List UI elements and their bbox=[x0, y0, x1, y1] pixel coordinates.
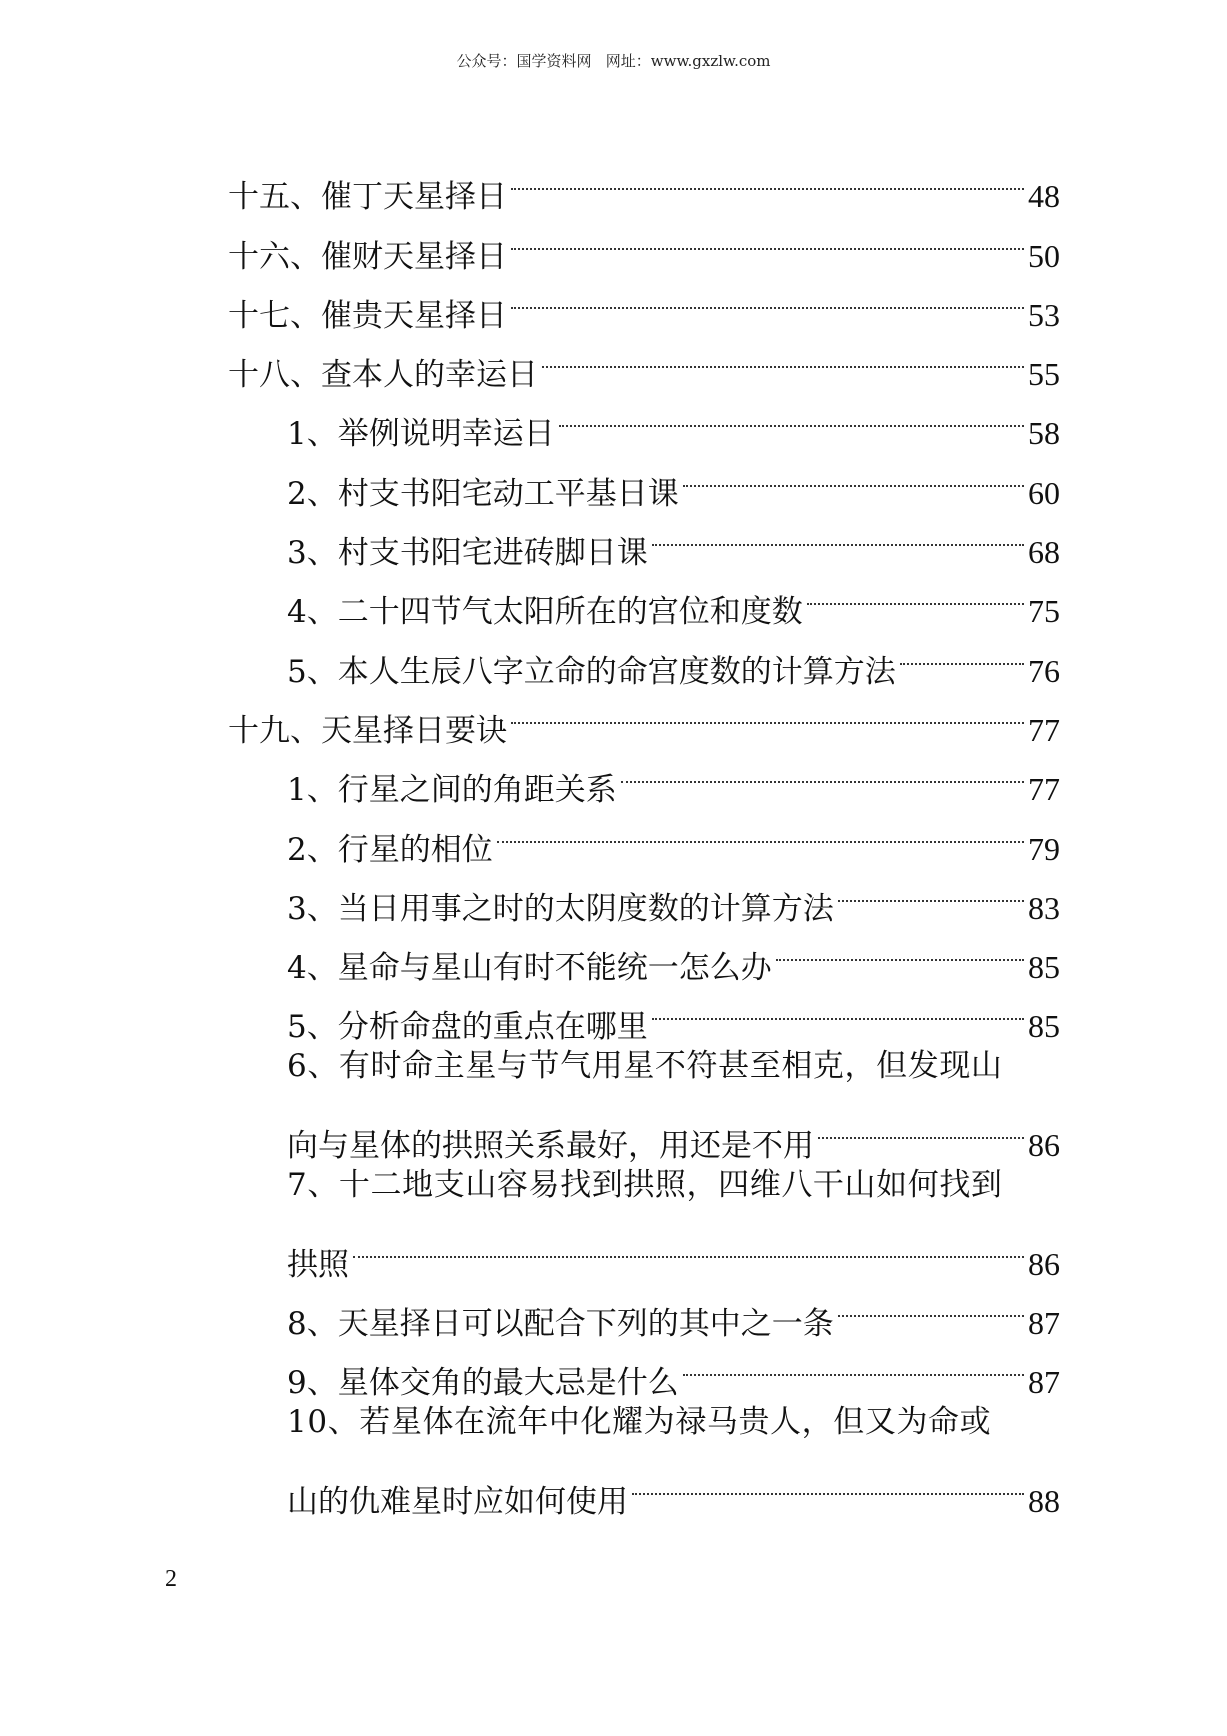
toc-entry-page: 48 bbox=[1028, 178, 1060, 215]
toc-entry-wrap-first bbox=[228, 1393, 1060, 1452]
toc-entry-title: 十六、催财天星择日 bbox=[228, 238, 507, 275]
toc-entry-title-line1[interactable]: 6、有时命主星与节气用星不符甚至相克，但发现山 bbox=[287, 1048, 1003, 1085]
toc-entry-title: 十八、查本人的幸运日 bbox=[228, 357, 538, 394]
toc-entry-title: 8、天星择日可以配合下列的其中之一条 bbox=[287, 1305, 834, 1342]
toc-entry[interactable] bbox=[228, 1097, 1060, 1165]
leader-dots bbox=[652, 978, 1024, 1037]
toc-entry-title: 十九、天星择日要诀 bbox=[228, 712, 507, 749]
toc-entry-page: 53 bbox=[1028, 296, 1060, 333]
leader-dots bbox=[838, 1275, 1024, 1334]
toc-entry-wrap-first bbox=[228, 1156, 1060, 1215]
toc-entry-page: 75 bbox=[1028, 593, 1060, 630]
leader-dots bbox=[353, 1215, 1024, 1274]
leader-dots bbox=[621, 741, 1024, 800]
toc-entry[interactable] bbox=[228, 148, 1060, 216]
toc-entry[interactable] bbox=[228, 860, 1060, 927]
page-number: 2 bbox=[165, 1566, 177, 1592]
toc-entry-title-line1[interactable]: 10、若星体在流年中化耀为禄马贵人，但又为命或 bbox=[287, 1404, 992, 1441]
toc-entry-wrap-first bbox=[228, 1037, 1060, 1096]
toc-entry[interactable] bbox=[228, 741, 1060, 809]
toc-entry-page: 60 bbox=[1028, 474, 1060, 511]
leader-dots bbox=[559, 385, 1024, 444]
toc-entry-page: 88 bbox=[1028, 1482, 1060, 1519]
toc-entry-title: 十七、催贵天星择日 bbox=[228, 297, 507, 334]
toc-entry-title: 2、村支书阳宅动工平基日课 bbox=[287, 475, 679, 512]
leader-dots bbox=[632, 1453, 1024, 1512]
toc-entry-title: 向与星体的拱照关系最好，用还是不用 bbox=[287, 1128, 814, 1165]
toc-entry-title: 3、村支书阳宅进砖脚日课 bbox=[287, 535, 648, 572]
toc-entry-page: 87 bbox=[1028, 1304, 1060, 1341]
leader-dots bbox=[776, 919, 1024, 978]
leader-dots bbox=[497, 800, 1024, 859]
toc-entry-title: 1、举例说明幸运日 bbox=[287, 416, 555, 453]
leader-dots bbox=[511, 267, 1024, 326]
toc-entry-page: 86 bbox=[1028, 1127, 1060, 1164]
toc-entry-page: 77 bbox=[1028, 711, 1060, 748]
toc-entry-title: 4、星命与星山有时不能统一怎么办 bbox=[287, 950, 772, 987]
leader-dots bbox=[683, 1334, 1024, 1393]
leader-dots bbox=[818, 1097, 1024, 1156]
toc-entry-title: 3、当日用事之时的太阴度数的计算方法 bbox=[287, 890, 834, 927]
toc-entry[interactable] bbox=[228, 385, 1060, 453]
toc-entry-title: 十五、催丁天星择日 bbox=[228, 179, 507, 216]
leader-dots bbox=[511, 682, 1024, 741]
toc-entry[interactable] bbox=[228, 800, 1060, 868]
toc-entry-title: 4、二十四节气太阳所在的宫位和度数 bbox=[287, 594, 803, 631]
toc-entry-page: 85 bbox=[1028, 1008, 1060, 1045]
toc-entry-title: 5、本人生辰八字立命的命宫度数的计算方法 bbox=[287, 653, 896, 690]
toc-entry-page: 85 bbox=[1028, 949, 1060, 986]
toc-entry-page: 77 bbox=[1028, 771, 1060, 808]
toc-entry[interactable] bbox=[228, 1453, 1060, 1520]
toc-entry-title: 拱照 bbox=[287, 1246, 349, 1283]
toc-entry[interactable] bbox=[228, 1334, 1060, 1402]
toc-entry[interactable] bbox=[228, 1215, 1060, 1283]
toc-entry-page: 83 bbox=[1028, 889, 1060, 926]
toc-entry-title: 9、星体交角的最大忌是什么 bbox=[287, 1365, 679, 1402]
leader-dots bbox=[900, 622, 1024, 681]
toc-entry-title: 山的仇难星时应如何使用 bbox=[287, 1483, 628, 1520]
toc-entry-page: 55 bbox=[1028, 356, 1060, 393]
page-header: 公众号：国学资料网 网址：www.gxzlw.com bbox=[456, 52, 771, 70]
toc-entry-title-line1[interactable]: 7、十二地支山容易找到拱照，四维八干山如何找到 bbox=[287, 1167, 1003, 1204]
toc-entry-title: 1、行星之间的角距关系 bbox=[287, 772, 617, 809]
toc-entry[interactable] bbox=[228, 207, 1060, 275]
leader-dots bbox=[683, 444, 1024, 503]
toc-entry[interactable] bbox=[228, 563, 1060, 631]
toc-entry[interactable] bbox=[228, 444, 1060, 512]
leader-dots bbox=[838, 860, 1024, 919]
leader-dots bbox=[542, 326, 1024, 385]
leader-dots bbox=[652, 504, 1024, 563]
toc-entry-page: 86 bbox=[1028, 1245, 1060, 1282]
toc-entry-page: 79 bbox=[1028, 830, 1060, 867]
leader-dots bbox=[511, 148, 1024, 207]
toc-entry[interactable] bbox=[228, 682, 1060, 749]
toc-entry[interactable] bbox=[228, 267, 1060, 334]
toc-entry-title: 2、行星的相位 bbox=[287, 831, 493, 868]
leader-dots bbox=[511, 207, 1024, 266]
toc-entry-page: 76 bbox=[1028, 652, 1060, 689]
toc-entry[interactable] bbox=[228, 622, 1060, 690]
table-of-contents bbox=[228, 148, 1060, 1520]
toc-entry-page: 87 bbox=[1028, 1364, 1060, 1401]
toc-entry[interactable] bbox=[228, 1275, 1060, 1342]
toc-entry[interactable] bbox=[228, 919, 1060, 987]
toc-entry-page: 58 bbox=[1028, 415, 1060, 452]
toc-entry[interactable] bbox=[228, 326, 1060, 394]
leader-dots bbox=[807, 563, 1024, 622]
toc-entry-page: 50 bbox=[1028, 237, 1060, 274]
toc-entry-page: 68 bbox=[1028, 534, 1060, 571]
toc-entry[interactable] bbox=[228, 978, 1060, 1046]
toc-entry[interactable] bbox=[228, 504, 1060, 572]
toc-entry-title: 5、分析命盘的重点在哪里 bbox=[287, 1009, 648, 1046]
